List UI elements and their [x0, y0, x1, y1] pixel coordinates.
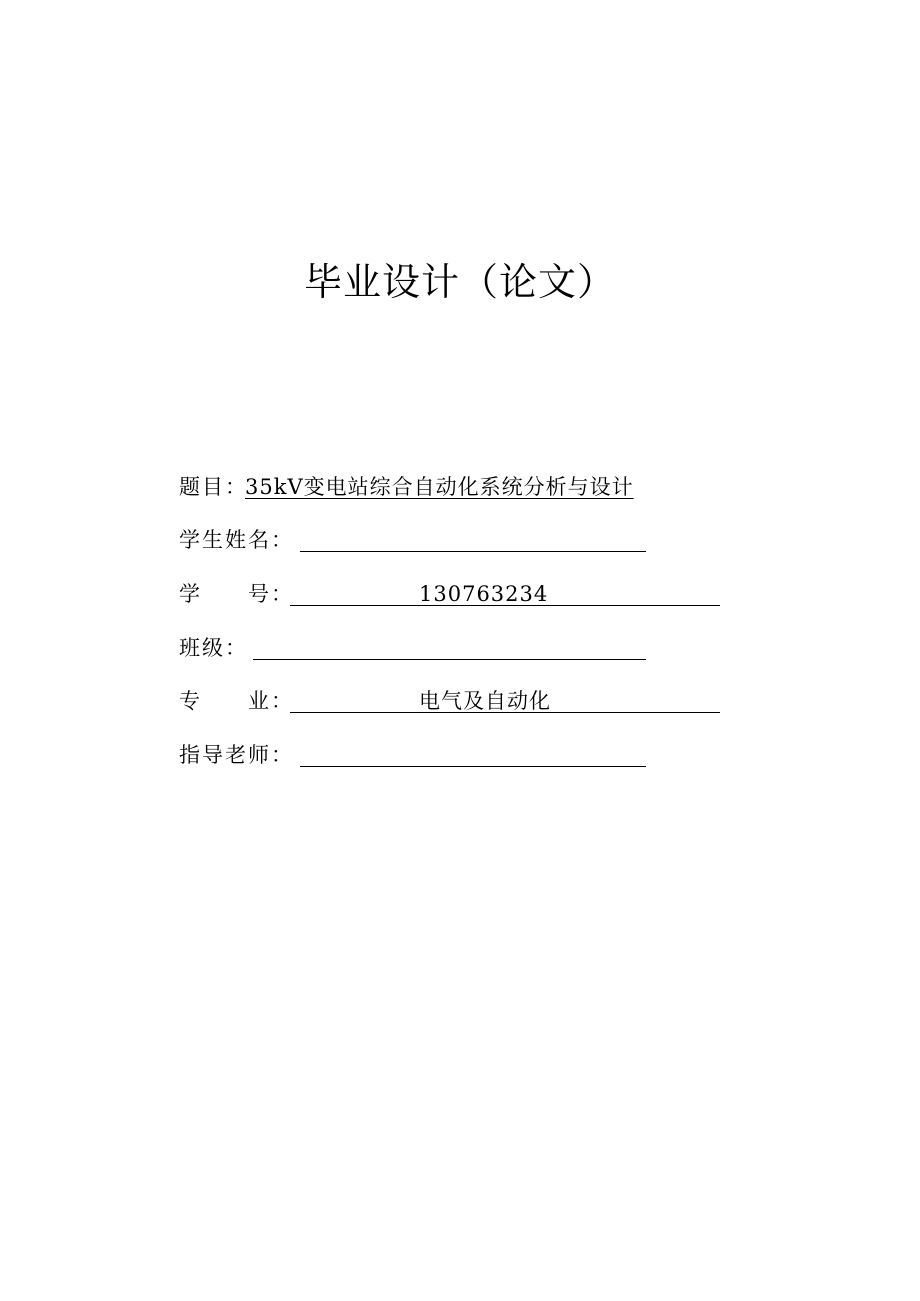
field-topic-label: 题目：	[179, 475, 248, 499]
field-advisor-label: 指导老师：	[179, 743, 294, 767]
field-student-name-label: 学生姓名：	[179, 528, 294, 552]
field-student-name	[179, 523, 649, 557]
field-student-id-label: 学 号：	[179, 582, 294, 606]
field-advisor	[179, 738, 649, 772]
field-student-id	[179, 577, 724, 611]
field-class	[179, 631, 649, 665]
field-class-line	[253, 659, 646, 660]
field-student-id-value: 130763234	[419, 582, 549, 606]
field-topic	[179, 470, 649, 504]
field-topic-value: 35kV变电站综合自动化系统分析与设计	[245, 475, 634, 499]
field-class-label: 班级：	[179, 636, 248, 660]
field-major-value: 电气及自动化	[419, 689, 551, 713]
field-major-label: 专 业：	[179, 689, 294, 713]
document-title: 毕业设计（论文）	[303, 260, 616, 304]
field-student-name-line	[300, 551, 646, 552]
field-advisor-line	[300, 766, 646, 767]
field-major	[179, 684, 724, 718]
